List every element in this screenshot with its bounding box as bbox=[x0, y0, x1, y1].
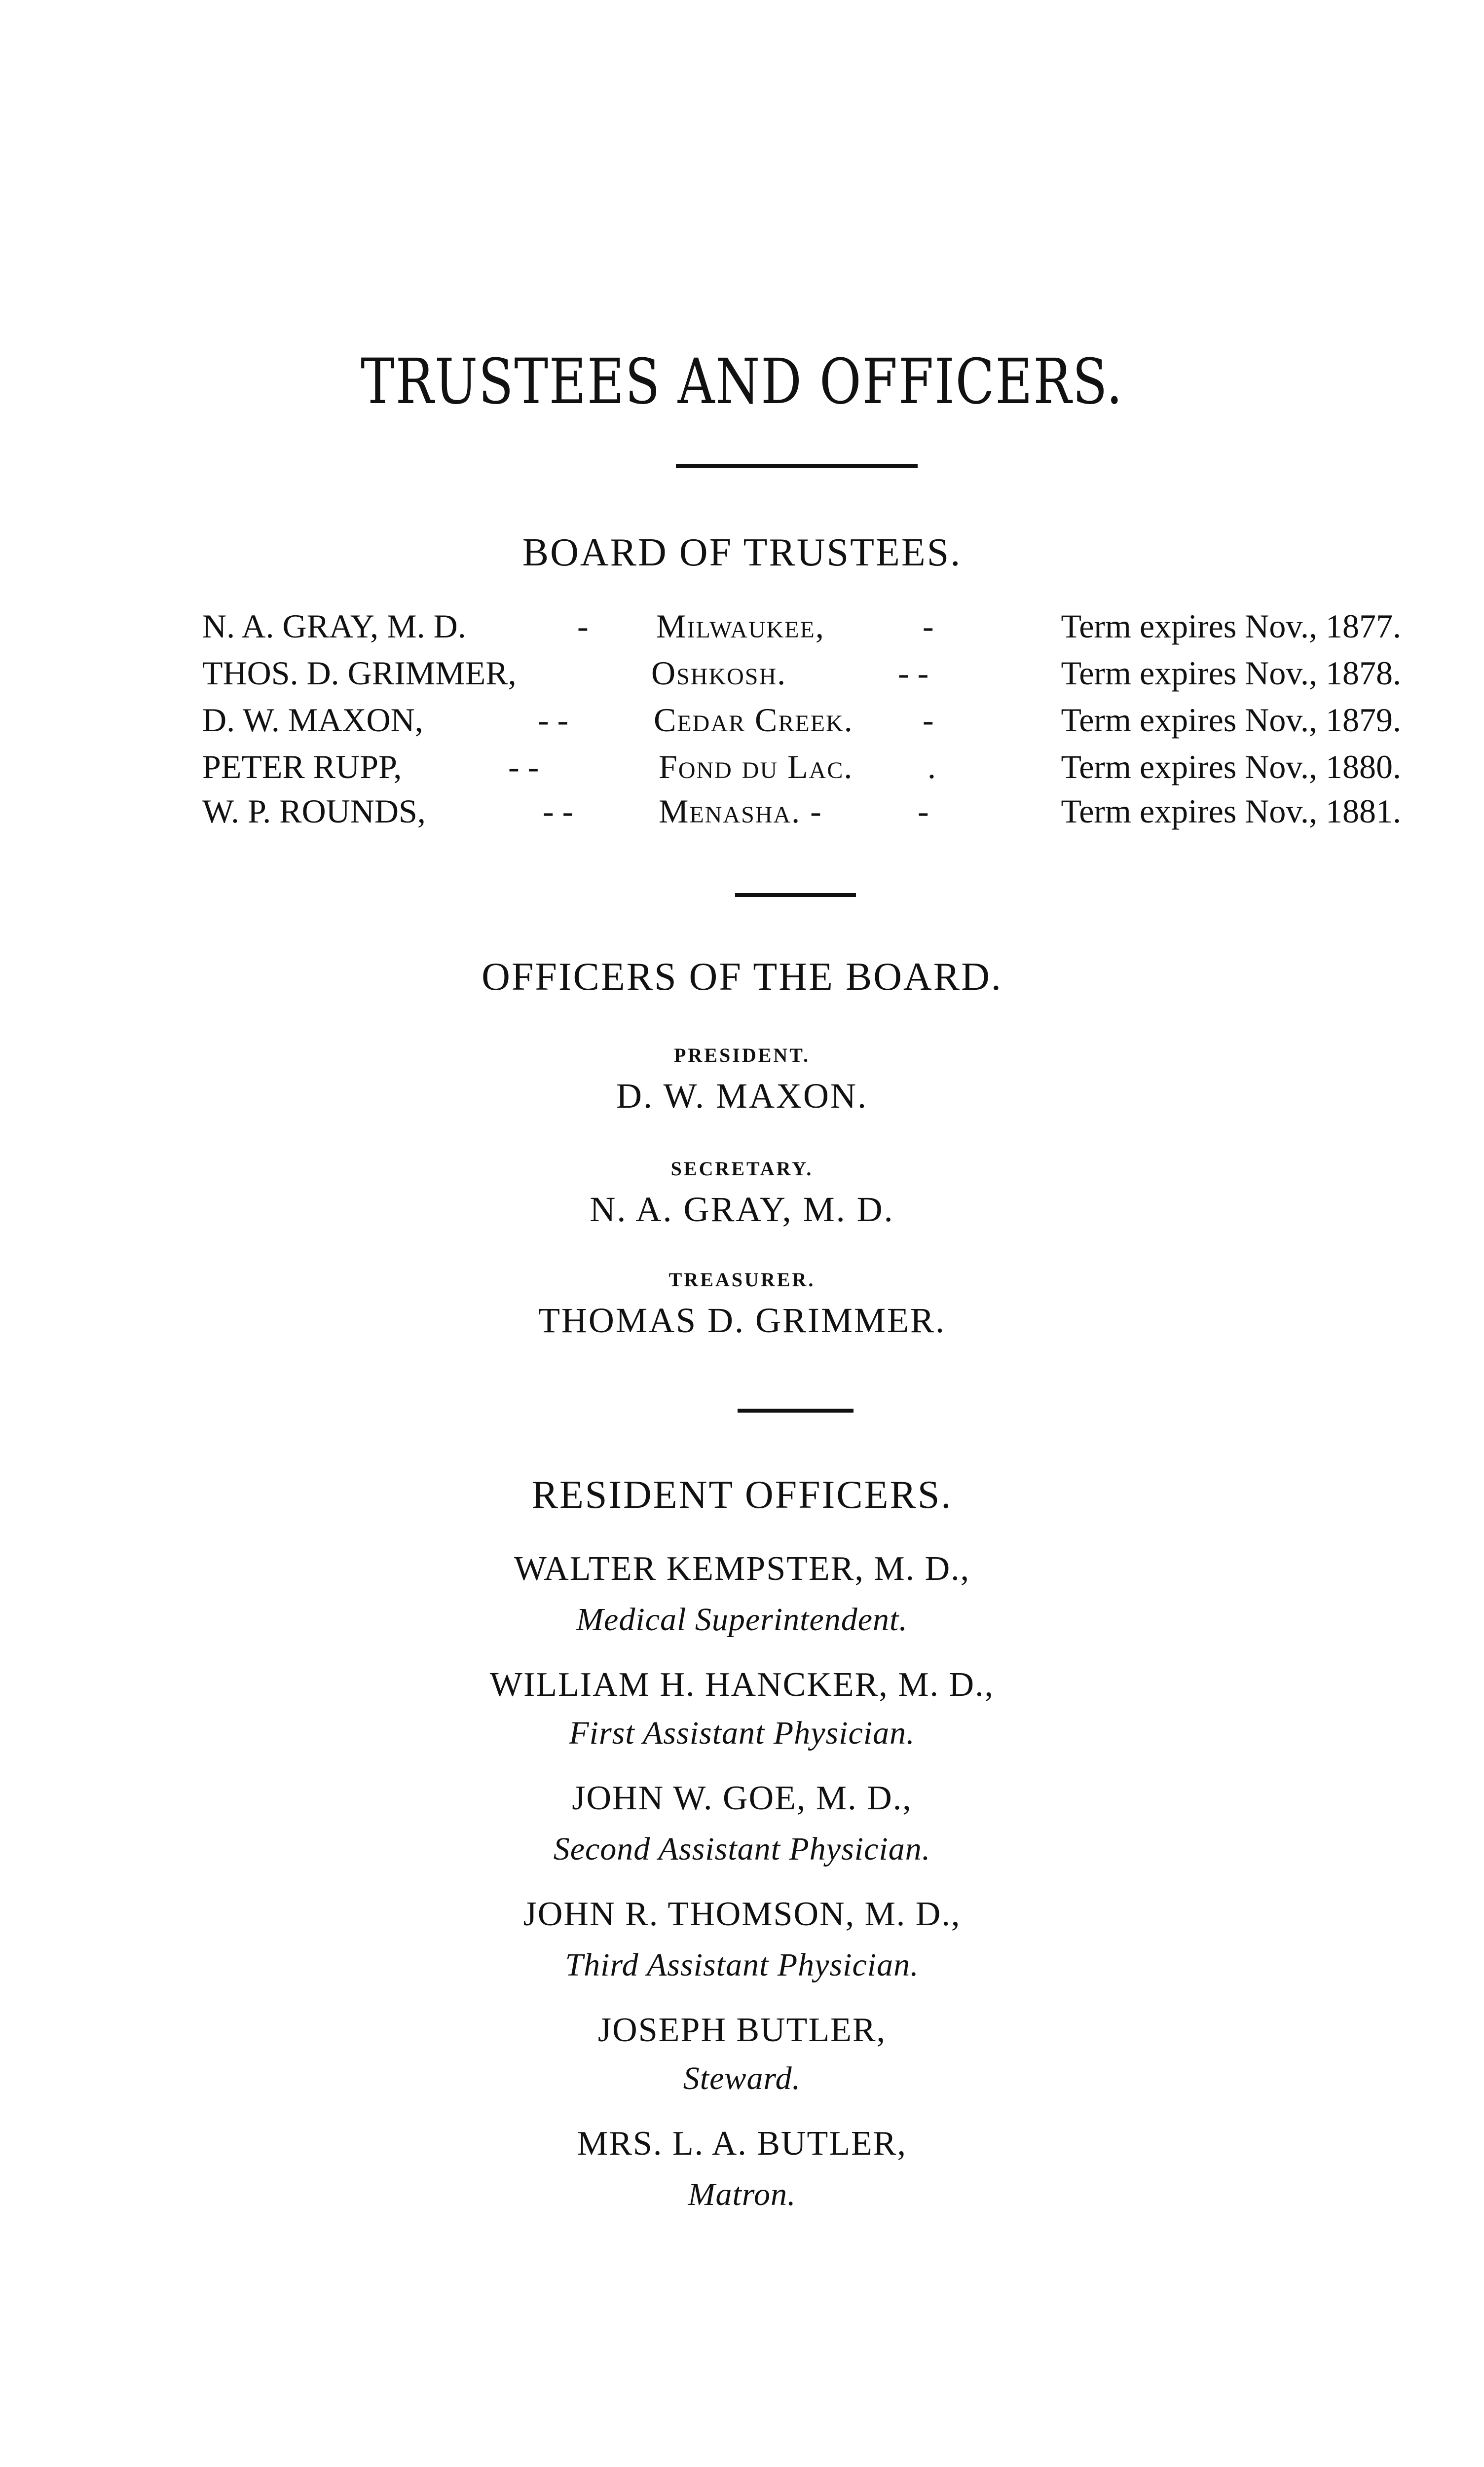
resident-officer-name: JOHN R. THOMSON, M. D., bbox=[523, 1895, 961, 1933]
trustee-term: Term expires Nov., 1877. bbox=[1061, 607, 1401, 645]
resident-heading: RESIDENT OFFICERS. bbox=[531, 1473, 953, 1517]
treasurer-label: TREASURER. bbox=[668, 1269, 816, 1291]
trustee-term: Term expires Nov., 1878. bbox=[1061, 654, 1401, 692]
trustee-term: Term expires Nov., 1881. bbox=[1061, 792, 1401, 830]
resident-officer-role: Second Assistant Physician. bbox=[553, 1831, 931, 1867]
board-divider bbox=[735, 893, 856, 897]
resident-officer-role: Third Assistant Physician. bbox=[565, 1947, 919, 1983]
resident-officer-role: Medical Superintendent. bbox=[576, 1602, 908, 1638]
trustee-term: Term expires Nov., 1880. bbox=[1061, 748, 1401, 785]
trustee-city: Cedar Creek. bbox=[654, 701, 853, 739]
resident-officer-name: JOHN W. GOE, M. D., bbox=[572, 1779, 912, 1817]
trustee-dash: - - bbox=[543, 792, 574, 830]
trustee-dash: . bbox=[928, 748, 936, 785]
trustee-name: N. A. GRAY, M. D. bbox=[202, 607, 466, 645]
trustee-row bbox=[202, 701, 1401, 750]
trustee-row bbox=[202, 607, 1401, 656]
trustee-dash: - bbox=[923, 701, 934, 739]
trustee-dash: - - bbox=[538, 701, 569, 739]
secretary-name: N. A. GRAY, M. D. bbox=[590, 1190, 894, 1229]
trustee-city: Milwaukee, bbox=[656, 607, 825, 645]
treasurer-name: THOMAS D. GRIMMER. bbox=[538, 1301, 946, 1340]
title-divider bbox=[676, 464, 918, 468]
trustee-dash: - bbox=[577, 607, 589, 645]
trustee-row bbox=[202, 654, 1401, 703]
resident-officer-role: Steward. bbox=[683, 2060, 801, 2096]
trustee-dash: - bbox=[923, 607, 934, 645]
trustee-name: W. P. ROUNDS, bbox=[202, 792, 426, 830]
trustee-term: Term expires Nov., 1879. bbox=[1061, 701, 1401, 739]
trustee-row bbox=[202, 748, 1401, 797]
resident-officer-name: WILLIAM H. HANCKER, M. D., bbox=[489, 1666, 995, 1704]
resident-officer-name: WALTER KEMPSTER, M. D., bbox=[514, 1550, 970, 1588]
officers-heading: OFFICERS OF THE BOARD. bbox=[482, 955, 1002, 999]
page-title: TRUSTEES AND OFFICERS. bbox=[361, 345, 1123, 418]
trustee-dash: - bbox=[918, 792, 929, 830]
trustee-city: Fond du Lac. bbox=[659, 748, 853, 785]
trustee-row bbox=[202, 792, 1401, 841]
resident-officer-name: JOSEPH BUTLER, bbox=[597, 2011, 887, 2049]
trustee-dash: - - bbox=[898, 654, 929, 692]
resident-officer-name: MRS. L. A. BUTLER, bbox=[577, 2125, 907, 2163]
trustee-city: Oshkosh. bbox=[651, 654, 787, 692]
trustee-dash: - - bbox=[508, 748, 539, 785]
trustee-city: Menasha. - bbox=[659, 792, 822, 830]
trustee-name: PETER RUPP, bbox=[202, 748, 402, 785]
president-name: D. W. MAXON. bbox=[616, 1076, 868, 1116]
board-heading: BOARD OF TRUSTEES. bbox=[522, 531, 962, 574]
president-label: PRESIDENT. bbox=[674, 1044, 810, 1066]
resident-officer-role: First Assistant Physician. bbox=[569, 1715, 915, 1751]
trustee-name: THOS. D. GRIMMER, bbox=[202, 654, 517, 692]
secretary-label: SECRETARY. bbox=[670, 1158, 814, 1180]
trustee-name: D. W. MAXON, bbox=[202, 701, 423, 739]
resident-officer-role: Matron. bbox=[688, 2176, 796, 2212]
officers-divider bbox=[738, 1409, 853, 1413]
